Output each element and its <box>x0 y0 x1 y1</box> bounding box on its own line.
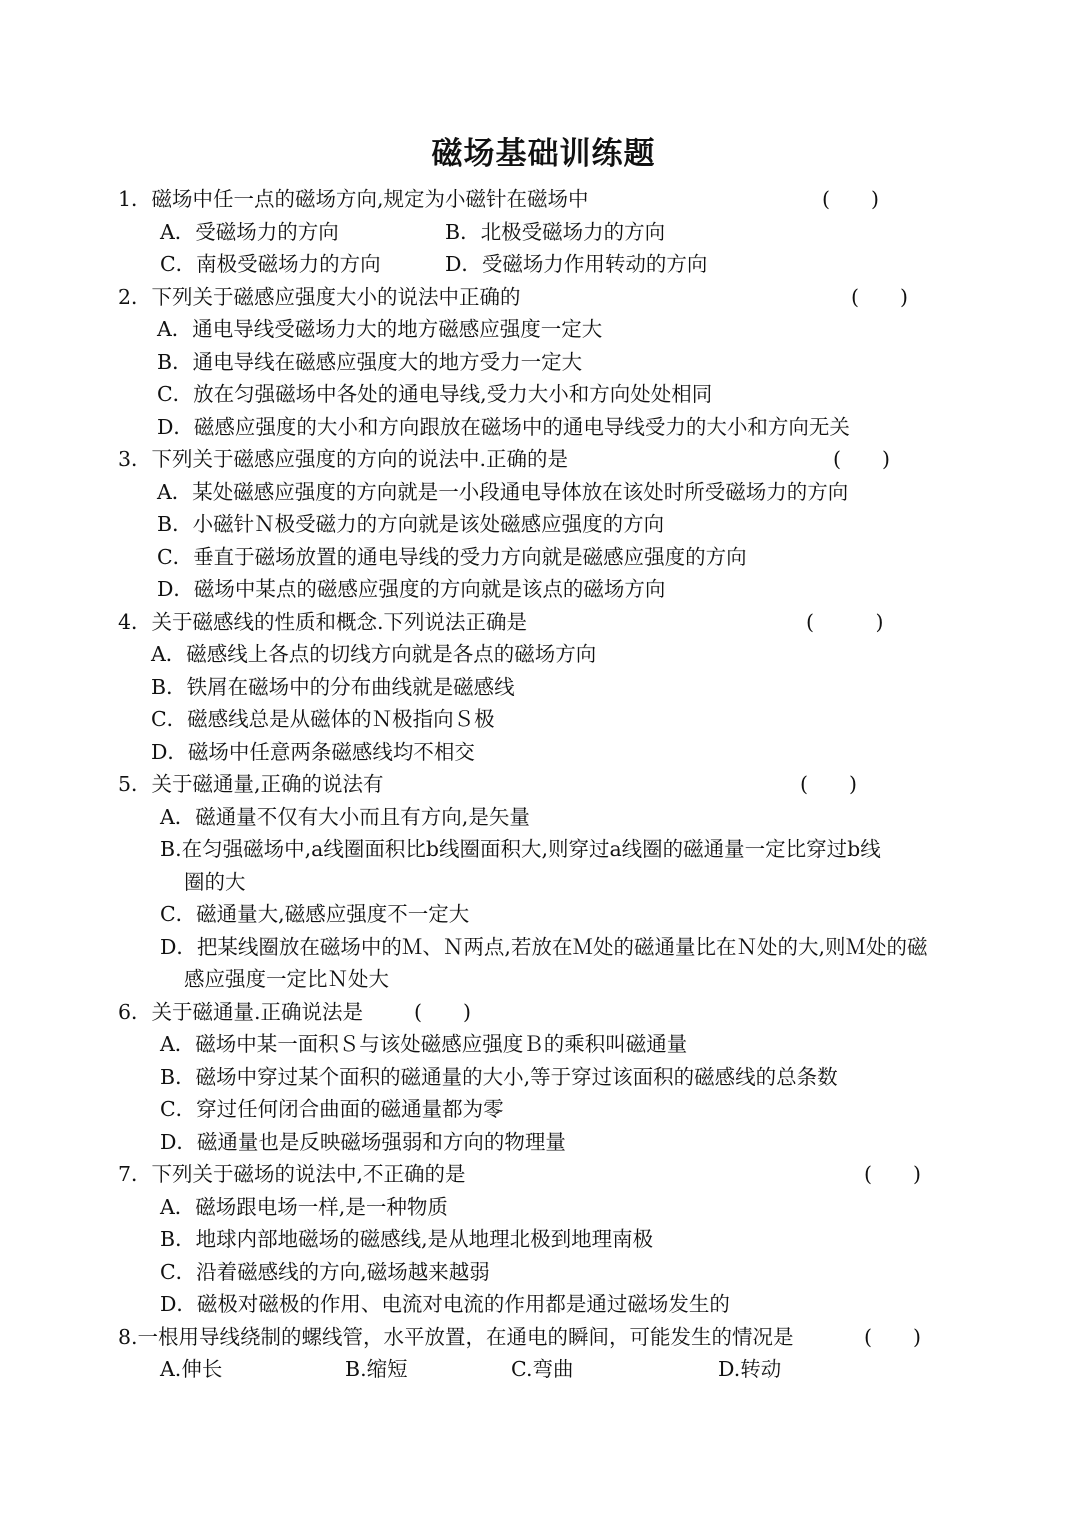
question-3-option-b: B．小磁针Ｎ极受磁力的方向就是该处磁感应强度的方向 <box>157 512 665 536</box>
question-5-answer-blank: ( ) <box>800 772 857 796</box>
question-4-option-d: D．磁场中任意两条磁感线均不相交 <box>151 740 475 764</box>
question-8-option-b: B.缩短 <box>345 1357 408 1381</box>
question-4-answer-blank: ( ) <box>806 610 884 634</box>
question-7-answer-blank: ( ) <box>864 1162 921 1186</box>
question-3-option-d: D．磁场中某点的磁感应强度的方向就是该点的磁场方向 <box>157 577 666 601</box>
question-4-option-b: B．铁屑在磁场中的分布曲线就是磁感线 <box>151 675 515 699</box>
question-7-option-c: C．沿着磁感线的方向,磁场越来越弱 <box>160 1260 490 1284</box>
question-5-stem: 5．关于磁通量,正确的说法有 <box>118 772 384 796</box>
question-2-option-b: B．通电导线在磁感应强度大的地方受力一定大 <box>157 350 583 374</box>
question-2-stem: 2．下列关于磁感应强度大小的说法中正确的 <box>118 285 521 309</box>
question-1-option-c: C．南极受磁场力的方向 <box>160 252 381 276</box>
question-2-option-c: C．放在匀强磁场中各处的通电导线,受力大小和方向处处相同 <box>157 382 713 406</box>
question-3-stem: 3．下列关于磁感应强度的方向的说法中.正确的是 <box>118 447 569 471</box>
question-6-stem: 6．关于磁通量.正确说法是 <box>118 1000 364 1024</box>
question-1-stem: 1．磁场中任一点的磁场方向,规定为小磁针在磁场中 <box>118 187 589 211</box>
question-5-option-d: D．把某线圈放在磁场中的Ｍ、Ｎ两点,若放在Ｍ处的磁通量比在Ｎ处的大,则Ｍ处的磁 <box>160 935 928 959</box>
question-4-option-a: A．磁感线上各点的切线方向就是各点的磁场方向 <box>151 642 597 666</box>
question-4-option-c: C．磁感线总是从磁体的Ｎ极指向Ｓ极 <box>151 707 495 731</box>
question-5-option-c: C．磁通量大,磁感应强度不一定大 <box>160 902 470 926</box>
question-5-option-b: B.在匀强磁场中,a线圈面积比b线圈面积大,则穿过a线圈的磁通量一定比穿过b线 <box>160 837 881 861</box>
question-1-answer-blank: ( ) <box>822 187 879 211</box>
question-4-stem: 4．关于磁感线的性质和概念.下列说法正确是 <box>118 610 528 634</box>
question-7-option-b: B．地球内部地磁场的磁感线,是从地理北极到地理南极 <box>160 1227 654 1251</box>
question-8-stem: 8.一根用导线绕制的螺线管，水平放置，在通电的瞬间，可能发生的情况是 <box>118 1325 794 1349</box>
question-3-option-c: C．垂直于磁场放置的通电导线的受力方向就是磁感应强度的方向 <box>157 545 747 569</box>
question-1-option-a: A．受磁场力的方向 <box>160 220 339 244</box>
question-6-option-a: A．磁场中某一面积Ｓ与该处磁感应强度Ｂ的乘积叫磁通量 <box>160 1032 688 1056</box>
question-1-option-d: D．受磁场力作用转动的方向 <box>445 252 708 276</box>
question-5-option-a: A．磁通量不仅有大小而且有方向,是矢量 <box>160 805 530 829</box>
question-8-answer-blank: ( ) <box>864 1325 921 1349</box>
question-8-option-c: C.弯曲 <box>511 1357 574 1381</box>
page-title: 磁场基础训练题 <box>431 136 656 172</box>
question-5-option-b-continued: 圈的大 <box>184 870 246 894</box>
question-2-answer-blank: ( ) <box>851 285 908 309</box>
question-7-option-a: A．磁场跟电场一样,是一种物质 <box>160 1195 448 1219</box>
question-7-option-d: D．磁极对磁极的作用、电流对电流的作用都是通过磁场发生的 <box>160 1292 730 1316</box>
question-6-option-d: D．磁通量也是反映磁场强弱和方向的物理量 <box>160 1130 566 1154</box>
question-1-option-b: B．北极受磁场力的方向 <box>445 220 666 244</box>
question-2-option-a: A．通电导线受磁场力大的地方磁感应强度一定大 <box>157 317 603 341</box>
question-8-option-d: D.转动 <box>718 1357 782 1381</box>
question-3-option-a: A．某处磁感应强度的方向就是一小段通电导体放在该处时所受磁场力的方向 <box>157 480 849 504</box>
question-5-option-d-continued: 感应强度一定比Ｎ处大 <box>184 967 389 991</box>
question-6-option-b: B．磁场中穿过某个面积的磁通量的大小,等于穿过该面积的磁感线的总条数 <box>160 1065 838 1089</box>
question-6-answer-blank: ( ) <box>414 1000 471 1024</box>
question-6-option-c: C．穿过任何闭合曲面的磁通量都为零 <box>160 1097 504 1121</box>
question-7-stem: 7．下列关于磁场的说法中,不正确的是 <box>118 1162 466 1186</box>
question-2-option-d: D．磁感应强度的大小和方向跟放在磁场中的通电导线受力的大小和方向无关 <box>157 415 850 439</box>
question-8-option-a: A.伸长 <box>160 1357 223 1381</box>
question-3-answer-blank: ( ) <box>833 447 890 471</box>
